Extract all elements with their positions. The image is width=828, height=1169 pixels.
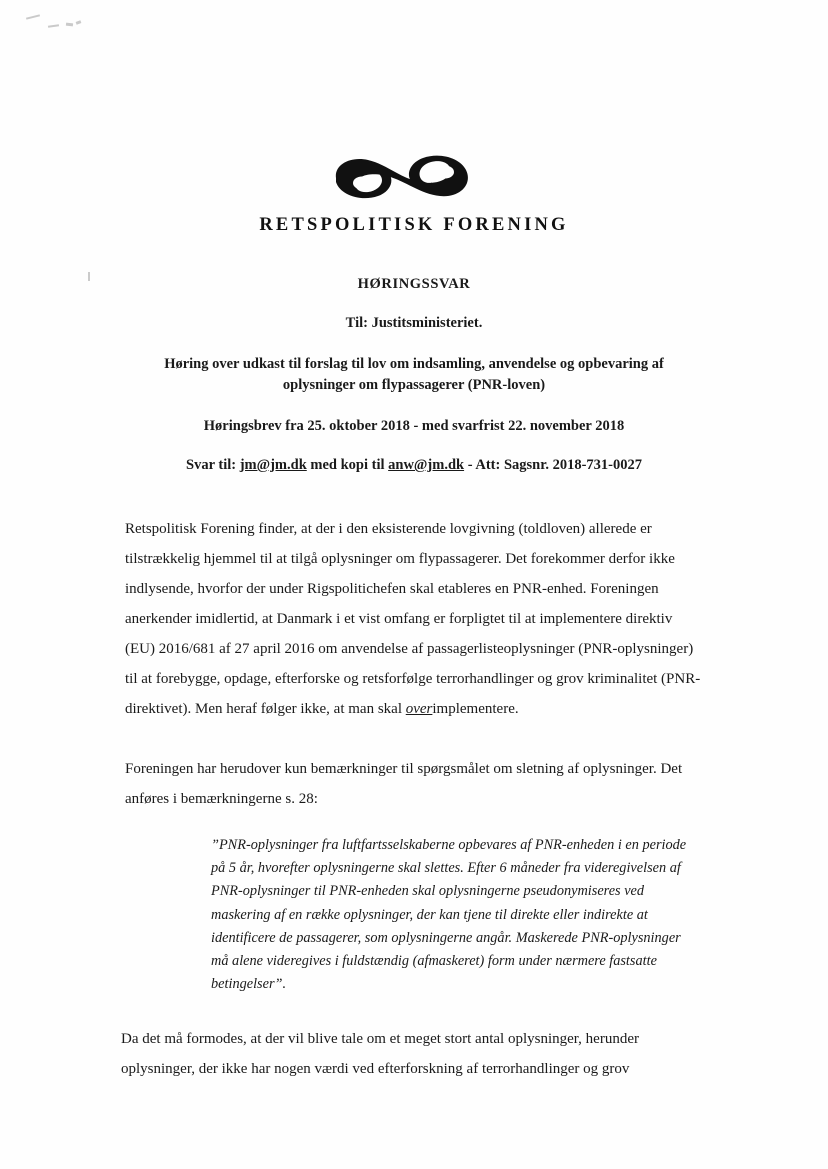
infinity-loop-logo-icon	[324, 148, 504, 204]
reply-middle-text: med kopi til	[310, 457, 385, 474]
recipient-line: Til: Justitsministeriet.	[345, 315, 483, 331]
paragraph-one-tail: implementere.	[432, 701, 519, 718]
paragraph-one-text: Retspolitisk Forening finder, at der i den eksisterende lovgivning (toldloven) allerede er tilstrækkelig hjemmel til at tilgå oplysninger om flypassagerer. Det forekommer derfor ikke indlysende, hvorfor der under Rigspolitichefen skal etableres en PNR-enhed. Foreningen anerkender imidlertid, at Danmark i et vist omfang er forpligtet til at implementere direktiv (EU) 2016/681 af 27 april 2016 om anvendelse af passagerlisteoplysninger (PNR-oplysninger) til at forebygge, opdage, efterforske og retsforfølge terrorhandlinger og grov kriminalitet (PNR-direktivet). Men heraf følger ikke, at man skal	[125, 521, 701, 718]
primary-email-link[interactable]: jm@jm.dk	[239, 457, 307, 474]
case-number-text: - Att: Sagsnr. 2018-731-0027	[467, 457, 642, 474]
reply-prefix: Svar til:	[186, 457, 237, 474]
paragraph-two: Foreningen har herudover kun bemærkninger til spørgsmålet om sletning af oplysninger. Det anføres i bemærkningerne s. 28:	[125, 761, 683, 808]
document-body	[123, 514, 705, 1084]
legislative-quote: ”PNR-oplysninger fra luftfartsselskaberne opbevares af PNR-enheden i en periode på 5 år, hvorefter oplysningerne skal slettes. Efter 6 måneder fra videregivelsen af PNR-oplysninger til PNR-enheden skal oplysningerne pseudonymiseres ved maskering af en række oplysninger, der kan tjene til direkte eller indirekte at identificere de passagerer, som oplysningerne angår. Maskerede PNR-oplysninger må alene videregives i fuldstændig (afmaskeret) form under nærmere fastsatte betingelser”.	[211, 837, 687, 992]
paragraph-three: Da det må formodes, at der vil blive tale om et meget stort antal oplysninger, herunder oplysninger, der ikke har nogen værdi ved efterforskning af terrorhandlinger og grov	[121, 1031, 639, 1078]
hearing-letter-reference: Høringsbrev fra 25. oktober 2018 - med svarfrist 22. november 2018	[203, 418, 625, 435]
subject-line-1: Høring over udkast til forslag til lov om indsamling, anvendelse og opbevaring af	[164, 356, 664, 372]
subject-line-2: oplysninger om flypassagerer (PNR-loven)	[282, 377, 546, 394]
copy-email-link[interactable]: anw@jm.dk	[388, 457, 465, 474]
organization-logo	[0, 148, 828, 209]
paragraph-one	[125, 514, 705, 724]
subject-heading	[104, 354, 724, 396]
document-type-heading: HØRINGSSVAR	[357, 276, 471, 292]
reply-instruction-line	[0, 457, 828, 474]
paragraph-one-emphasis: over	[405, 701, 433, 718]
organization-name: RETSPOLITISK FORENING	[259, 215, 569, 235]
